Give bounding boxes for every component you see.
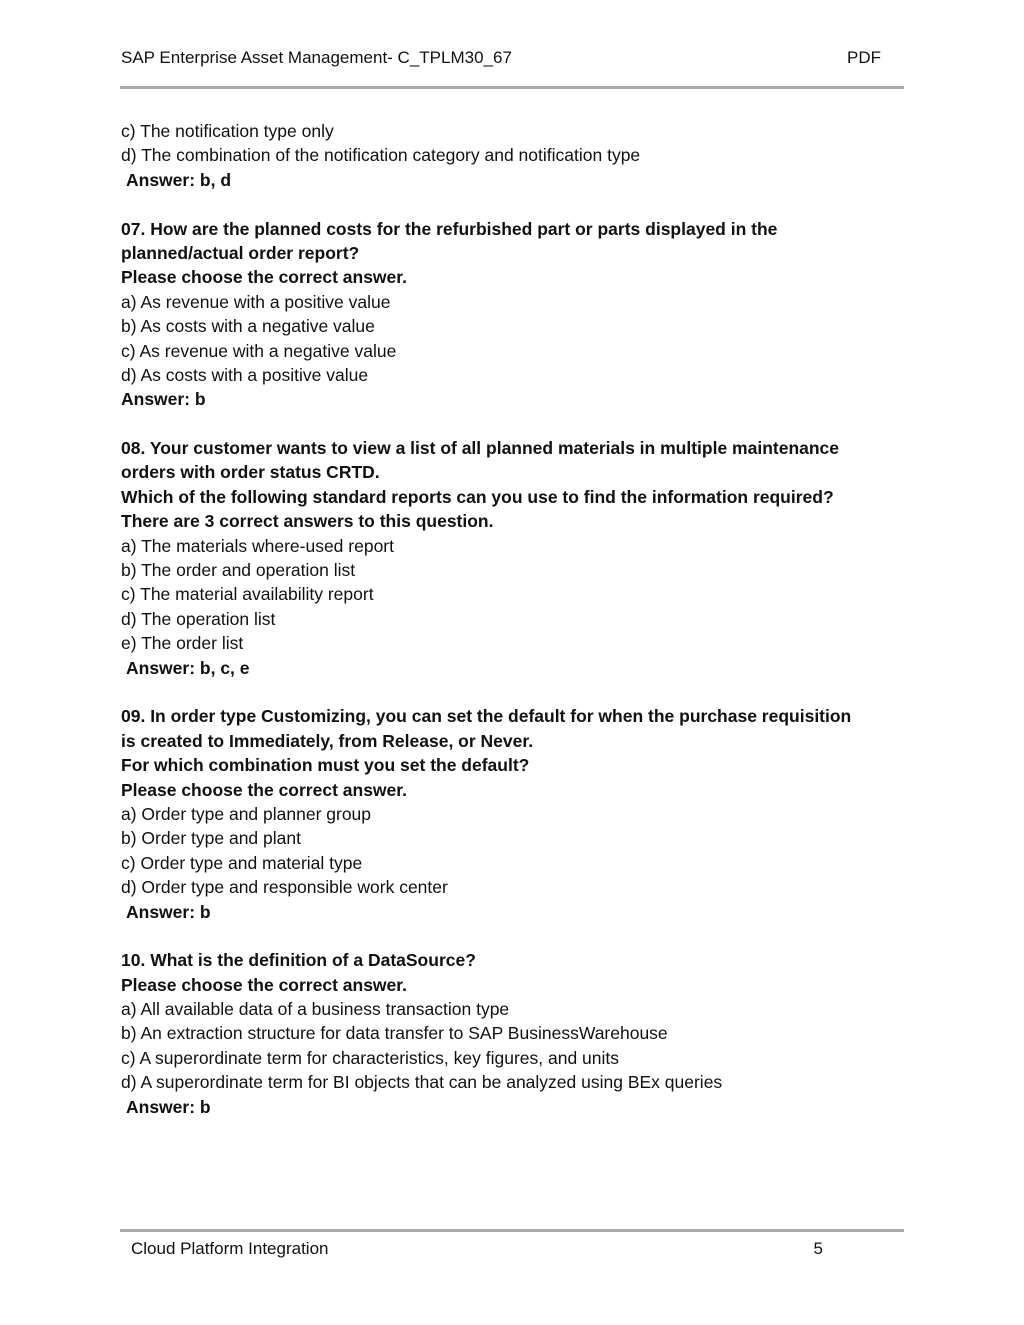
question-06 [121,119,911,192]
answer: Answer: b, c, e [126,657,250,678]
header-divider [120,86,904,89]
page-header [121,48,881,72]
question-instruction: Please choose the correct answer. [121,267,407,288]
option-a: a) All available data of a business transaction type [121,999,510,1020]
option-c: c) The material availability report [121,584,374,605]
question-09 [121,704,911,924]
option-c: c) As revenue with a negative value [121,340,397,361]
question-10 [121,948,911,1119]
option-b: b) Order type and plant [121,828,301,849]
option-d: d) Order type and responsible work center [121,877,448,898]
option-c: c) A superordinate term for characteristics, key figures, and units [121,1047,619,1068]
option-a: a) As revenue with a positive value [121,291,391,312]
answer: Answer: b, d [126,169,232,190]
answer: Answer: b [126,901,211,922]
page-number: 5 [813,1239,823,1258]
question-text: is created to Immediately, from Release, or Never. [121,730,534,751]
option-d: d) The operation list [121,608,276,629]
question-07 [121,217,911,412]
footer-title: Cloud Platform Integration [131,1239,329,1258]
answer: Answer: b [126,1096,211,1117]
option-e: e) The order list [121,633,244,654]
option-b: b) An extraction structure for data transfer to SAP BusinessWarehouse [121,1023,668,1044]
footer-divider [120,1229,904,1232]
question-text: Which of the following standard reports can you use to find the information required? [121,486,834,507]
option-d: d) A superordinate term for BI objects that can be analyzed using BEx queries [121,1072,723,1093]
option-d: d) As costs with a positive value [121,364,369,385]
question-text: 07. How are the planned costs for the refurbished part or parts displayed in the [121,218,778,239]
question-text: 09. In order type Customizing, you can set the default for when the purchase requisition [121,706,852,727]
page-footer [131,1239,823,1263]
question-text: 10. What is the definition of a DataSource? [121,950,476,971]
option-c: c) The notification type only [121,121,334,141]
header-format-label: PDF [847,48,881,67]
question-text: For which combination must you set the default? [121,755,530,776]
option-b: b) As costs with a negative value [121,316,375,337]
option-a: a) Order type and planner group [121,803,372,824]
option-c: c) Order type and material type [121,852,363,873]
option-d: d) The combination of the notification category and notification type [121,145,641,166]
option-a: a) The materials where-used report [121,535,394,556]
question-instruction: Please choose the correct answer. [121,974,407,995]
question-instruction: There are 3 correct answers to this question. [121,511,494,532]
question-text: orders with order status CRTD. [121,462,380,483]
answer: Answer: b [121,389,206,410]
header-title: SAP Enterprise Asset Management- C_TPLM30_67 [121,48,512,67]
question-08 [121,436,911,680]
question-instruction: Please choose the correct answer. [121,779,407,800]
question-text: planned/actual order report? [121,242,360,263]
option-b: b) The order and operation list [121,560,356,581]
page-content [121,119,911,1119]
question-text: 08. Your customer wants to view a list of all planned materials in multiple maintenance [121,438,840,459]
